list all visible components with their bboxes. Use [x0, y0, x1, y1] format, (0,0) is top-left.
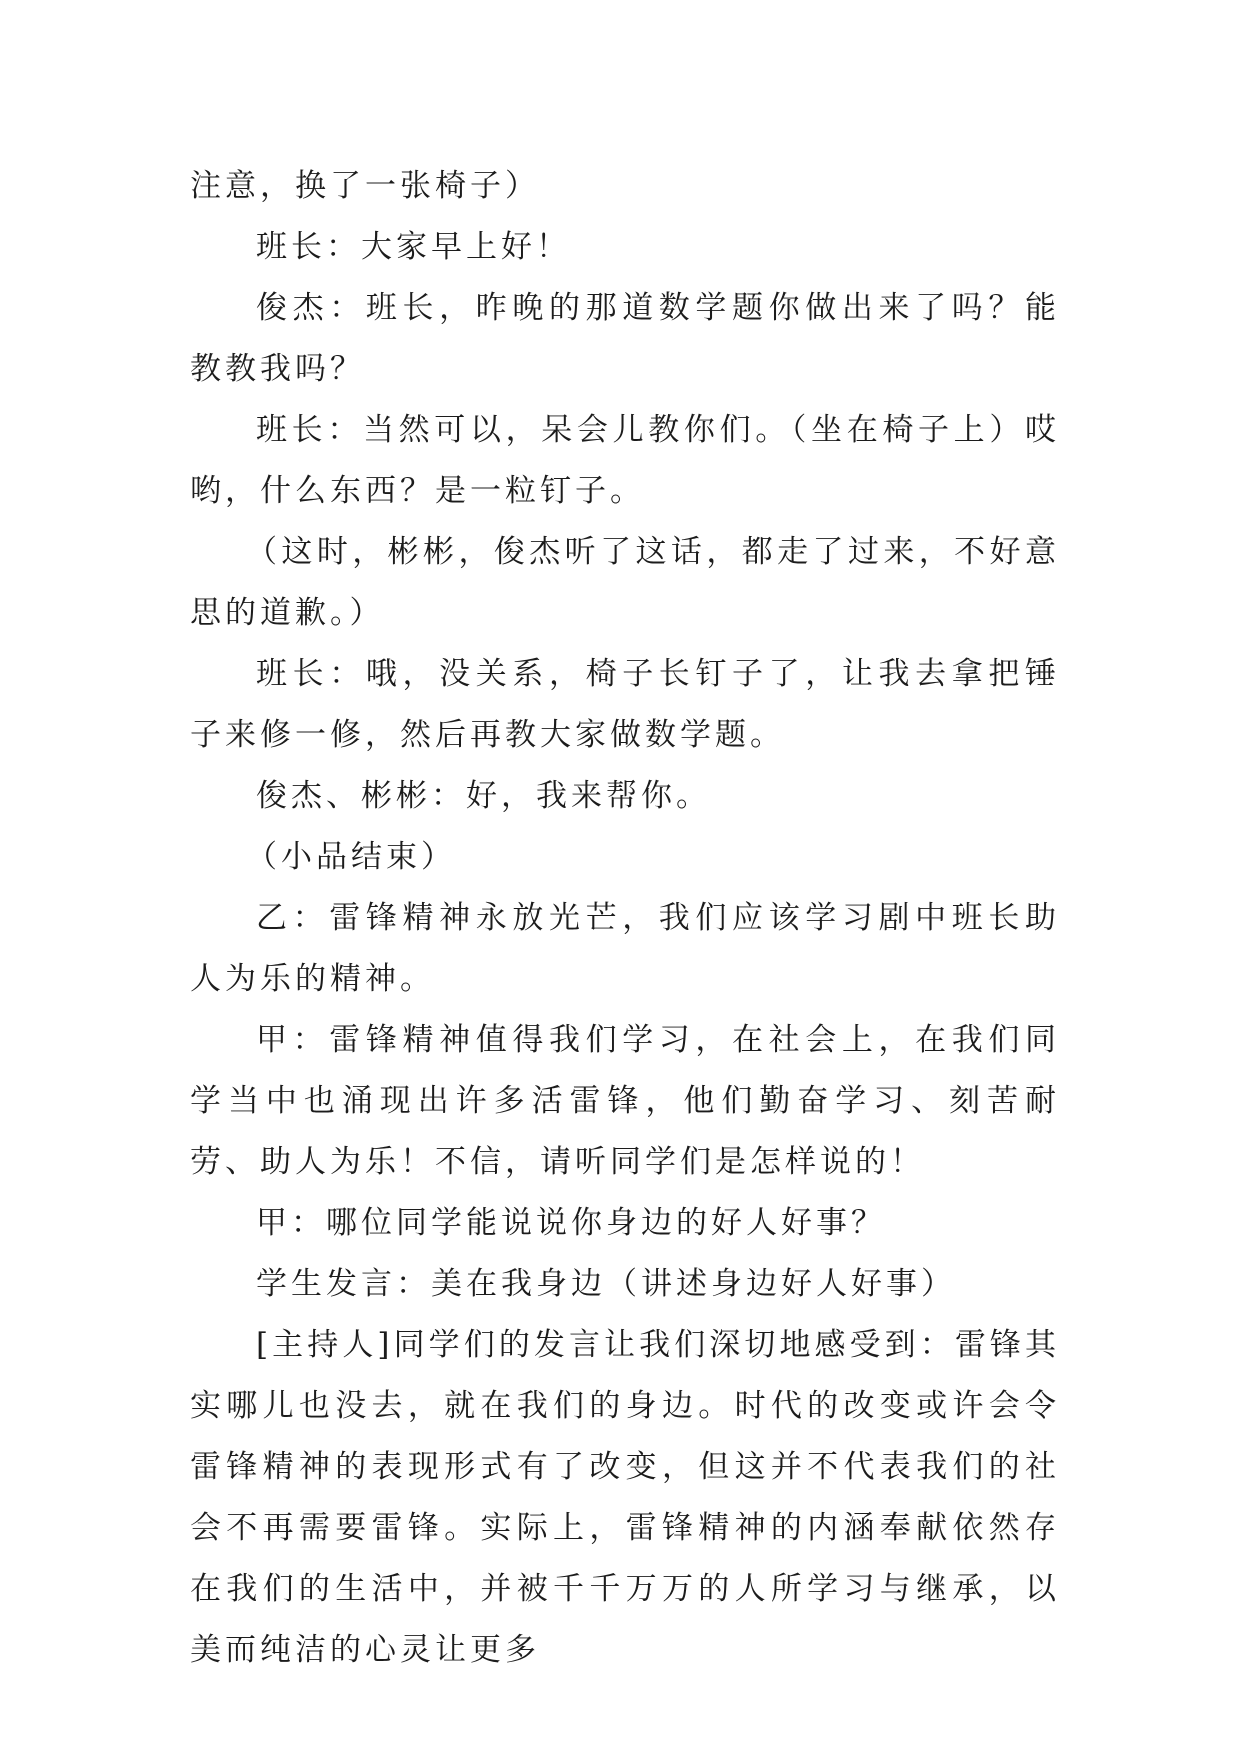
- paragraph-8: （小品结束）: [246, 839, 456, 875]
- paragraph-10: 甲：雷锋精神值得我们学习，在社会上，在我们同学当中也涌现出许多活雷锋，他们勤奋学习、刻苦耐劳、助人为乐！不信，请听同学们是怎样说的！: [190, 1022, 1060, 1180]
- paragraph-5: （这时，彬彬，俊杰听了这话，都走了过来，不好意思的道歉。）: [190, 534, 1060, 631]
- paragraph-3: 俊杰：班长，昨晚的那道数学题你做出来了吗？能教教我吗？: [190, 290, 1060, 387]
- paragraph-12: 学生发言：美在我身边（讲述身边好人好事）: [256, 1266, 956, 1302]
- document-body: [190, 156, 1060, 1681]
- paragraph-2: 班长：大家早上好！: [256, 229, 571, 265]
- paragraph-7: 俊杰、彬彬：好，我来帮你。: [256, 778, 711, 814]
- paragraph-4: 班长：当然可以，呆会儿教你们。（坐在椅子上）哎哟，什么东西？是一粒钉子。: [190, 412, 1060, 509]
- paragraph-1: 注意，换了一张椅子）: [190, 168, 540, 204]
- paragraph-9: 乙：雷锋精神永放光芒，我们应该学习剧中班长助人为乐的精神。: [190, 900, 1060, 997]
- paragraph-11: 甲：哪位同学能说说你身边的好人好事？: [256, 1205, 886, 1241]
- paragraph-6: 班长：哦，没关系，椅子长钉子了，让我去拿把锤子来修一修，然后再教大家做数学题。: [190, 656, 1060, 753]
- paragraph-13: [主持人]同学们的发言让我们深切地感受到：雷锋其实哪儿也没去，就在我们的身边。时代的改变或许会令雷锋精神的表现形式有了改变，但这并不代表我们的社会不再需要雷锋。实际上，雷锋精神的内涵奉献依然存在我们的生活中，并被千千万万的人所学习与继承，以美而纯洁的心灵让更多: [190, 1327, 1060, 1668]
